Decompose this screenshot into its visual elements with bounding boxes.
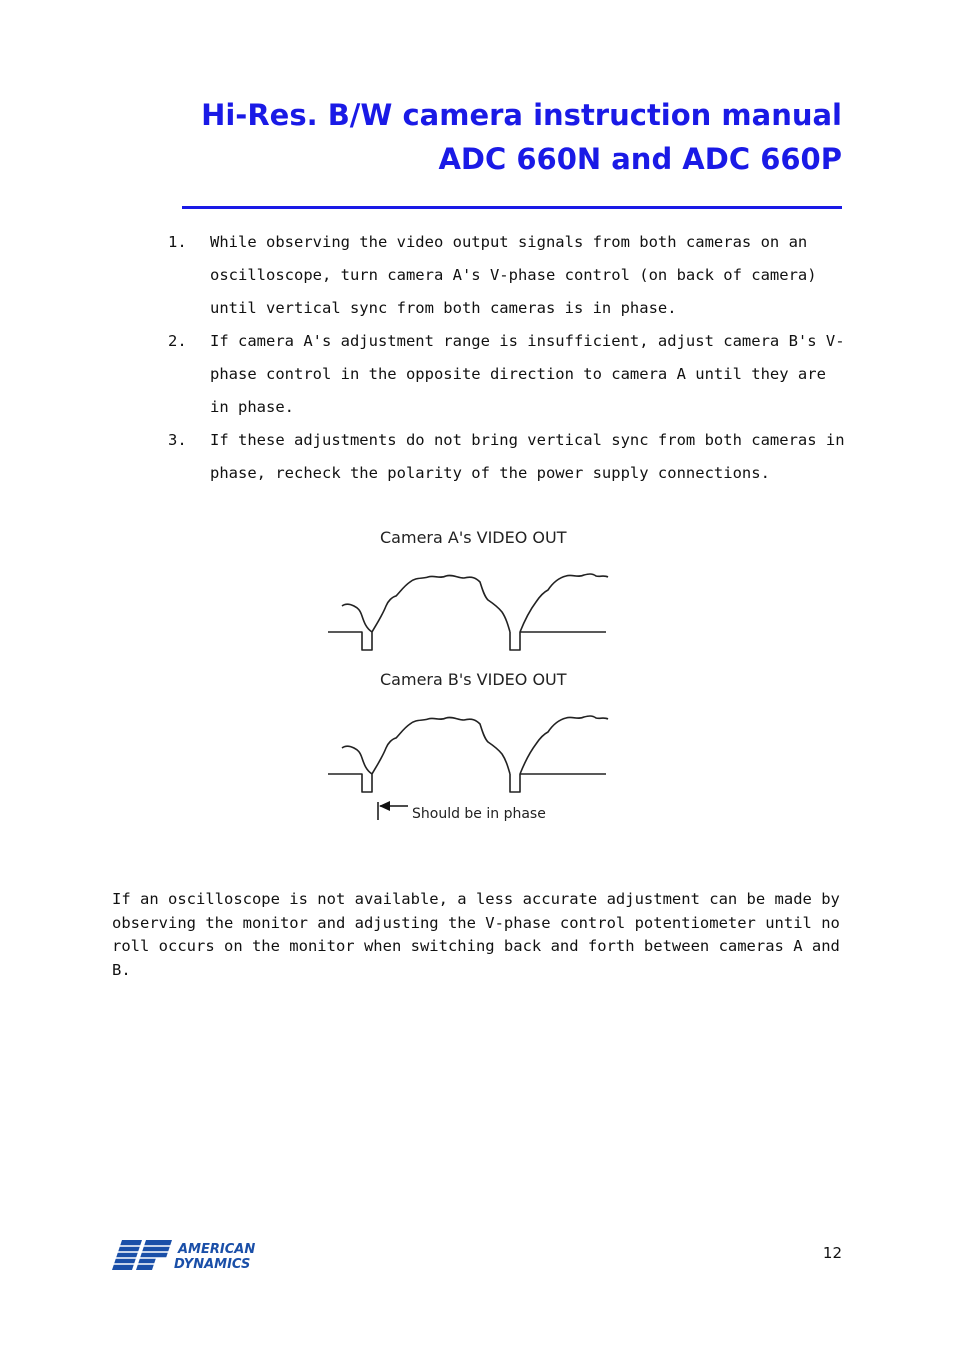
camera-a-waveform bbox=[326, 570, 616, 654]
step-item bbox=[168, 226, 848, 325]
camera-b-waveform bbox=[326, 712, 616, 796]
page-number: 12 bbox=[822, 1244, 842, 1262]
svg-text:AMERICAN: AMERICAN bbox=[178, 1242, 256, 1257]
step-number: 2. bbox=[168, 332, 187, 350]
step-text: If camera A's adjustment range is insufficient, adjust camera B's V-phase control in the opposite direction to camera A until they are in phase. bbox=[210, 332, 845, 416]
document-subtitle: ADC 660N and ADC 660P bbox=[438, 142, 842, 176]
title-rule bbox=[182, 206, 842, 209]
american-dynamics-logo bbox=[112, 1238, 284, 1272]
step-text: If these adjustments do not bring vertical sync from both cameras in phase, recheck the polarity of the power supply connections. bbox=[210, 431, 845, 482]
camera-a-caption: Camera A's VIDEO OUT bbox=[380, 528, 567, 547]
step-item bbox=[168, 424, 848, 490]
document-title: Hi-Res. B/W camera instruction manual bbox=[201, 98, 842, 132]
instruction-steps bbox=[168, 226, 848, 490]
svg-text:DYNAMICS: DYNAMICS bbox=[174, 1257, 251, 1272]
left-arrow-icon bbox=[372, 798, 412, 822]
camera-b-caption: Camera B's VIDEO OUT bbox=[380, 670, 567, 689]
step-item bbox=[168, 325, 848, 424]
phase-note: Should be in phase bbox=[412, 806, 546, 822]
step-text: While observing the video output signals from both cameras on an oscilloscope, turn camera A's V-phase control (on back of camera) until vertical sync from both cameras is in phase. bbox=[210, 233, 817, 317]
closing-paragraph: If an oscilloscope is not available, a less accurate adjustment can be made by observing the monitor and adjusting the V-phase control potentiometer until no roll occurs on the monitor when switching back and forth between cameras A and B. bbox=[112, 890, 840, 979]
step-number: 3. bbox=[168, 431, 187, 449]
step-number: 1. bbox=[168, 233, 187, 251]
